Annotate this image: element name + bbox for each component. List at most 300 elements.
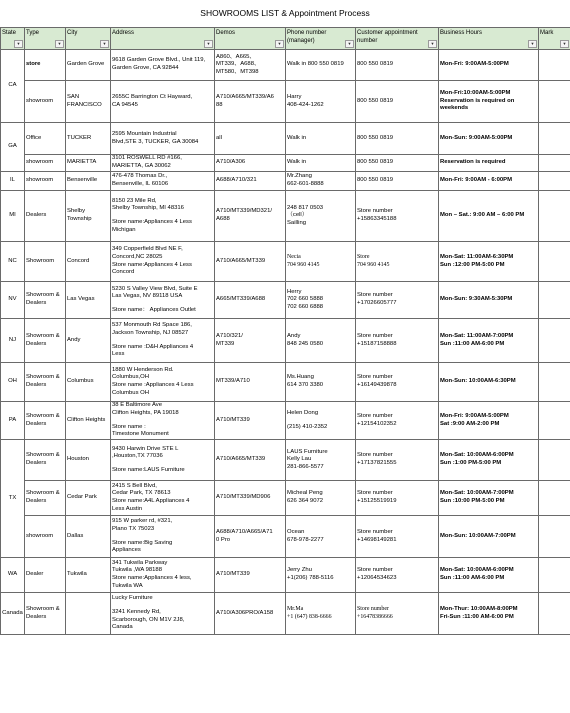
phone-cell: [286, 242, 356, 282]
phone-cell: [286, 593, 356, 635]
dropdown-arrow-icon[interactable]: ▼: [14, 40, 23, 48]
customer-number-cell-line: +12154102352: [357, 420, 397, 427]
phone-cell: [286, 81, 356, 123]
table-row: [1, 516, 570, 558]
phone-cell-line: 702 660 6888: [287, 303, 324, 310]
business-hours-cell-line: Mon-Sun: 10:00AM-7:00PM: [440, 532, 516, 539]
phone-cell-line: Harry: [287, 93, 302, 100]
phone-cell-line: Walk in: [287, 159, 307, 166]
customer-number-cell-line: 800 550 0819: [357, 134, 394, 141]
address-cell-line: Store name :Appliances 4 Less: [112, 382, 194, 388]
customer-number-cell-line: Store number: [357, 292, 393, 299]
dropdown-arrow-icon[interactable]: ▼: [55, 40, 64, 48]
table-row: [1, 481, 570, 516]
demos-cell-line: A665/MT339/A688: [216, 296, 266, 303]
business-hours-cell: [439, 242, 539, 282]
dropdown-arrow-icon[interactable]: ▼: [345, 40, 354, 48]
customer-number-cell: [356, 155, 439, 172]
address-cell-line: MARIETTA, GA 30062: [112, 163, 171, 169]
column-header-label: Business Hours: [440, 30, 483, 36]
column-header-label: Customer appointment number: [357, 30, 418, 44]
address-cell-line: 2595 Mountain Industrial: [112, 130, 177, 137]
phone-cell: [286, 402, 356, 440]
demos-cell: [215, 282, 286, 319]
business-hours-cell-line: Mon-Sat: 11:00AM-6:30PM: [440, 253, 514, 260]
type-cell: Office: [25, 123, 66, 155]
demos-cell-line: 0 Pro: [216, 536, 231, 543]
address-cell: [111, 481, 215, 516]
column-header-city[interactable]: [66, 28, 111, 50]
phone-cell-line: （cell）: [287, 212, 308, 219]
phone-cell-line: 848 245 0580: [287, 340, 324, 347]
address-cell-line: CA 94545: [112, 101, 138, 108]
demos-cell-line: MT339、A688、: [216, 61, 260, 68]
column-header-label: State: [2, 30, 17, 36]
demos-cell-line: A710/A665/MT339/A6: [216, 93, 274, 100]
state-cell: NJ: [1, 319, 25, 363]
type-cell: store: [25, 50, 66, 81]
business-hours-cell-line: Mon-Sun: 9:00AM-5:00PM: [440, 134, 513, 141]
phone-cell-line: Walk in: [287, 134, 307, 141]
table-row: [1, 282, 570, 319]
business-hours-cell: [439, 155, 539, 172]
customer-number-cell-line: +17137821555: [357, 460, 397, 466]
customer-number-cell: [356, 172, 439, 191]
mark-cell: [539, 363, 570, 402]
mark-cell: [539, 172, 570, 191]
table-row: [1, 191, 570, 242]
business-hours-cell-line: Sun :1:00 PM-5:00 PM: [440, 460, 502, 466]
column-header-label: Address: [112, 30, 135, 36]
column-header-demos[interactable]: [215, 28, 286, 50]
business-hours-cell-line: Mon-Sun: 9:30AM-5:30PM: [440, 296, 513, 303]
city-cell: Bensenville: [66, 172, 111, 191]
demos-cell: [215, 172, 286, 191]
demos-cell-line: A710/MT339: [216, 571, 250, 578]
city-cell: Houston: [66, 440, 111, 481]
demos-cell: [215, 516, 286, 558]
phone-cell-line: 614 370 3380: [287, 382, 324, 388]
demos-cell: [215, 558, 286, 593]
table-row: [1, 558, 570, 593]
column-header-type[interactable]: [25, 28, 66, 50]
customer-number-cell: [356, 440, 439, 481]
business-hours-cell-line: Mon-Fri:10:00AM-5:00PM: [440, 90, 511, 97]
address-cell-line: Bensenville, IL 60106: [112, 181, 169, 187]
phone-cell-line: Herry: [287, 288, 302, 295]
column-header-label: Type: [26, 30, 40, 36]
business-hours-cell-line: Mon-Fri: 9:00AM - 6:00PM: [440, 177, 513, 184]
phone-cell: [286, 191, 356, 242]
demos-cell-line: A710/MT339/MD321/: [216, 208, 272, 215]
city-cell: Concord: [66, 242, 111, 282]
phone-cell-line: 626 364 9072: [287, 498, 324, 504]
mark-cell: [539, 402, 570, 440]
customer-number-cell-line: 704 960 4145: [357, 261, 390, 268]
address-cell-line: Store name： Appliances Outlet: [112, 306, 196, 313]
address-cell: [111, 155, 215, 172]
state-cell: NV: [1, 282, 25, 319]
customer-number-cell: [356, 319, 439, 363]
address-cell-line: Plano TX 75023: [112, 525, 155, 532]
address-cell-line: Concord: [112, 269, 135, 276]
page-title: SHOWROOMS LIST & Appointment Process: [200, 8, 370, 18]
demos-cell: [215, 155, 286, 172]
demos-cell: [215, 123, 286, 155]
phone-cell-line: Micheal Peng: [287, 490, 323, 497]
address-cell-line: Store name:Appliances 4 Less: [112, 219, 192, 225]
customer-number-cell-line: Store number: [357, 332, 393, 339]
mark-cell: [539, 191, 570, 242]
city-cell: Columbus: [66, 363, 111, 402]
business-hours-cell-line: Mon-Thur: 10:00AM-8:00PM: [440, 605, 518, 612]
state-cell: OH: [1, 363, 25, 402]
address-cell-line: 8150 23 Mile Rd,: [112, 197, 157, 204]
address-cell-line: Las Vegas, NV 89118 USA: [112, 293, 183, 300]
phone-cell-line: 702 660 5888: [287, 296, 324, 303]
customer-number-cell-line: Store number: [357, 528, 393, 535]
dropdown-arrow-icon[interactable]: ▼: [528, 40, 537, 48]
address-cell-line: Lucky Furniture: [112, 595, 153, 602]
address-cell: [111, 402, 215, 440]
address-cell: [111, 593, 215, 635]
dropdown-arrow-icon[interactable]: ▼: [428, 40, 437, 48]
business-hours-cell-line: Mon-Fri: 9:00AM-5:00PM: [440, 61, 509, 68]
address-cell-line: Store name:Appliances 4 Less: [112, 261, 192, 268]
demos-cell: [215, 191, 286, 242]
address-cell: [111, 123, 215, 155]
type-cell: Showroom & Dealers: [25, 319, 66, 363]
customer-number-cell: [356, 363, 439, 402]
dropdown-arrow-icon[interactable]: ▼: [275, 40, 284, 48]
city-cell: Shelby Township: [66, 191, 111, 242]
customer-number-cell: [356, 481, 439, 516]
demos-cell-line: A710/A665/MT339: [216, 257, 266, 264]
phone-cell-line: +1(206) 788-5116: [287, 575, 334, 581]
address-cell-line: Scarborough, ON M1V 2J8,: [112, 616, 185, 623]
address-cell-line: ,Houston,TX 77036: [112, 453, 163, 460]
address-cell: [111, 81, 215, 123]
table-row: [1, 123, 570, 155]
column-header-label: Mark: [540, 30, 554, 36]
address-cell-line: Blvd,STE 3, TUCKER, GA 30084: [112, 138, 199, 145]
customer-number-cell-line: 800 550 0819: [357, 97, 394, 104]
business-hours-cell: [439, 50, 539, 81]
customer-number-cell: [356, 191, 439, 242]
phone-cell-line: Helen Dong: [287, 409, 319, 416]
customer-number-cell: [356, 242, 439, 282]
phone-cell-line: Ocean: [287, 528, 305, 535]
demos-cell: [215, 81, 286, 123]
phone-cell-line: Jerry Zhu: [287, 567, 312, 574]
column-header-customer-number[interactable]: [356, 28, 439, 50]
business-hours-cell: [439, 172, 539, 191]
customer-number-cell-line: +16478386666: [357, 613, 393, 620]
table-row: [1, 242, 570, 282]
phone-cell-line: Mr.Zhang: [287, 173, 312, 180]
address-cell-line: Tukwila WA: [112, 582, 143, 589]
mark-cell: [539, 50, 570, 81]
mark-cell: [539, 319, 570, 363]
state-cell: GA: [1, 123, 25, 172]
dropdown-arrow-icon[interactable]: ▼: [204, 40, 213, 48]
table-row: [1, 593, 570, 635]
type-cell: Dealer: [25, 558, 66, 593]
address-cell-line: 341 Tukwila Parkway: [112, 559, 168, 566]
phone-cell-line: Kelly Lau: [287, 456, 312, 463]
type-cell: Showroom: [25, 242, 66, 282]
type-cell: showroom: [25, 155, 66, 172]
address-cell-line: 9618 Garden Grove Blvd., Unit 119,: [112, 57, 206, 64]
business-hours-cell-line: Sun :11:00 AM-6:00 PM: [440, 575, 505, 581]
address-cell-line: 5230 S Valley View Blvd, Suite E: [112, 285, 198, 292]
address-cell-line: Jackson Township, NJ 08527: [112, 329, 189, 336]
table-row: [1, 363, 570, 402]
business-hours-cell: [439, 481, 539, 516]
city-cell: Las Vegas: [66, 282, 111, 319]
demos-cell-line: A710/MT339: [216, 416, 250, 423]
address-cell: [111, 558, 215, 593]
city-cell: TUCKER: [66, 123, 111, 155]
address-cell-line: Tukwila ,WA 98188: [112, 567, 162, 574]
business-hours-cell-line: Sat :9:00 AM-2:00 PM: [440, 420, 500, 427]
address-cell-line: Timestone Monument: [112, 431, 169, 438]
phone-cell-line: Andy: [287, 332, 301, 339]
address-cell-line: 3241 Kennedy Rd,: [112, 608, 161, 615]
mark-cell: [539, 155, 570, 172]
demos-cell: [215, 242, 286, 282]
address-cell: [111, 516, 215, 558]
demos-cell: [215, 440, 286, 481]
column-header-address[interactable]: [111, 28, 215, 50]
phone-cell-line: Walk in 800 550 0819: [287, 61, 344, 68]
phone-cell: [286, 319, 356, 363]
phone-cell-line: Necia: [287, 253, 301, 260]
phone-cell: [286, 282, 356, 319]
address-cell: [111, 319, 215, 363]
business-hours-cell-line: Reservation is required: [440, 159, 506, 166]
business-hours-cell-line: weekends: [440, 105, 469, 112]
phone-cell: [286, 50, 356, 81]
phone-cell-line: 662-601-8888: [287, 181, 324, 187]
address-cell: [111, 50, 215, 81]
business-hours-cell-line: Mon-Sun: 10:00AM-6:30PM: [440, 378, 516, 385]
phone-cell: [286, 516, 356, 558]
column-header-label: City: [67, 30, 78, 36]
phone-cell: [286, 363, 356, 402]
address-cell: [111, 363, 215, 402]
type-cell: showroom: [25, 172, 66, 191]
business-hours-cell: [439, 402, 539, 440]
address-cell: [111, 282, 215, 319]
demos-cell-line: A860、A665、: [216, 53, 256, 60]
demos-cell: [215, 402, 286, 440]
business-hours-cell: [439, 123, 539, 155]
demos-cell: [215, 363, 286, 402]
phone-cell: [286, 558, 356, 593]
city-cell: Clifton Heights: [66, 402, 111, 440]
business-hours-cell: [439, 363, 539, 402]
address-cell-line: Columbus,OH: [112, 374, 149, 381]
column-header-phone[interactable]: [286, 28, 356, 50]
demos-cell-line: 88: [216, 101, 223, 108]
demos-cell-line: A710/A306: [216, 159, 246, 166]
address-cell-line: 2415 S Bell Blvd,: [112, 482, 157, 489]
table-row: [1, 81, 570, 123]
business-hours-cell-line: Sun :11:00 AM-6:00 PM: [440, 340, 505, 347]
phone-cell: [286, 440, 356, 481]
state-cell: PA: [1, 402, 25, 440]
customer-number-cell: [356, 516, 439, 558]
customer-number-cell-line: 800 550 0819: [357, 159, 394, 166]
phone-cell-line: +1 (647) 838-6666: [287, 613, 332, 620]
type-cell: Showroom & Dealers: [25, 402, 66, 440]
business-hours-cell: [439, 319, 539, 363]
mark-cell: [539, 242, 570, 282]
phone-cell-line: Sailling: [287, 219, 306, 226]
mark-cell: [539, 440, 570, 481]
type-cell: Dealers: [25, 191, 66, 242]
showrooms-table: [0, 27, 570, 635]
dropdown-arrow-icon[interactable]: ▼: [100, 40, 109, 48]
city-cell: SAN FRANCISCO: [66, 81, 111, 123]
address-cell-line: 38 E Baltimore Ave: [112, 402, 162, 409]
address-cell-line: Store name:Appliances 4 less,: [112, 575, 192, 581]
table-row: [1, 172, 570, 191]
demos-cell-line: MT339/A710: [216, 378, 250, 385]
phone-cell: [286, 481, 356, 516]
header-row: [1, 28, 570, 50]
business-hours-cell-line: Mon-Sat: 10:00AM-6:00PM: [440, 567, 514, 574]
state-cell: TX: [1, 440, 25, 558]
state-cell: MI: [1, 191, 25, 242]
business-hours-cell: [439, 593, 539, 635]
customer-number-cell-line: Store number: [357, 452, 393, 459]
customer-number-cell: [356, 593, 439, 635]
column-header-state[interactable]: [1, 28, 25, 50]
customer-number-cell-line: Store number: [357, 412, 393, 419]
mark-cell: [539, 481, 570, 516]
address-cell-line: Store name :D&H Appliances 4: [112, 343, 194, 350]
customer-number-cell-line: +15125519919: [357, 498, 397, 504]
address-cell-line: Columbus OH: [112, 389, 149, 396]
city-cell: MARIETTA: [66, 155, 111, 172]
mark-cell: [539, 282, 570, 319]
customer-number-cell-line: Store number: [357, 374, 393, 381]
type-cell: showroom: [25, 81, 66, 123]
business-hours-cell: [439, 81, 539, 123]
customer-number-cell-line: 800 550 0819: [357, 61, 394, 68]
table-row: [1, 440, 570, 481]
customer-number-cell-line: Store number: [357, 490, 393, 497]
customer-number-cell-line: +16149439878: [357, 382, 397, 388]
city-cell: Cedar Park: [66, 481, 111, 516]
address-cell-line: 915 W parker rd, #321,: [112, 518, 173, 525]
address-cell-line: Concord,NC 28025: [112, 253, 163, 260]
business-hours-cell: [439, 558, 539, 593]
city-cell: Dallas: [66, 516, 111, 558]
address-cell-line: Appliances: [112, 547, 141, 554]
business-hours-cell-line: Mon-Sat: 10:00AM-7:00PM: [440, 490, 514, 497]
customer-number-cell: [356, 123, 439, 155]
business-hours-cell-line: Reservation is required on: [440, 97, 515, 104]
phone-cell-line: 408-424-1262: [287, 101, 324, 108]
customer-number-cell: [356, 81, 439, 123]
city-cell: Tukwila: [66, 558, 111, 593]
demos-cell-line: MT580、MT398: [216, 68, 259, 75]
table-row: [1, 319, 570, 363]
demos-cell-line: A710/A665/MT339: [216, 456, 266, 463]
business-hours-cell-line: Mon-Sat: 10:00AM-6:00PM: [440, 452, 514, 459]
address-cell-line: Less Austin: [112, 505, 143, 512]
business-hours-cell-line: Mon – Sat.: 9:00 AM – 6:00 PM: [440, 212, 525, 219]
table-row: [1, 402, 570, 440]
phone-cell-line: Ms.Huang: [287, 374, 314, 381]
customer-number-cell: [356, 558, 439, 593]
business-hours-cell-line: Mon-Fri: 9:00AM-5:00PM: [440, 412, 509, 419]
demos-cell-line: A688: [216, 216, 230, 222]
mark-cell: [539, 123, 570, 155]
phone-cell-line: Mr.Ma: [287, 605, 304, 612]
column-header-mark[interactable]: [539, 28, 570, 50]
phone-cell-line: 281-866-5577: [287, 463, 324, 470]
address-cell-line: 3101 ROSWELL RD #166,: [112, 155, 182, 162]
phone-cell: [286, 155, 356, 172]
customer-number-cell: [356, 50, 439, 81]
customer-number-cell-line: Store number: [357, 567, 393, 574]
address-cell-line: 2655C Barrington Ct Hayward,: [112, 93, 193, 100]
address-cell-line: 349 Copperfield Blvd NE F,: [112, 246, 183, 253]
address-cell: [111, 440, 215, 481]
address-cell-line: 537 Monmouth Rd Space 186,: [112, 322, 192, 329]
demos-cell: [215, 593, 286, 635]
customer-number-cell-line: +17026605777: [357, 300, 397, 306]
address-cell-line: Store name:Big Saving: [112, 539, 173, 546]
business-hours-cell-line: Sun :12:00 PM-5:00 PM: [440, 261, 505, 268]
mark-cell: [539, 516, 570, 558]
phone-cell-line: LAUS Furniture: [287, 448, 328, 455]
address-cell-line: Cedar Park, TX 78613: [112, 490, 171, 497]
business-hours-cell-line: Fri-Sun :11:00 AM-6:00 PM: [440, 613, 514, 620]
customer-number-cell: [356, 402, 439, 440]
phone-cell-line: 704 960 4145: [287, 261, 320, 268]
city-cell: Garden Grove: [66, 50, 111, 81]
customer-number-cell-line: +12064534623: [357, 575, 397, 581]
business-hours-cell-line: Sun :10:00 PM-5:00 PM: [440, 498, 505, 504]
mark-cell: [539, 558, 570, 593]
state-cell: CA: [1, 50, 25, 123]
state-cell: WA: [1, 558, 25, 593]
phone-cell: [286, 123, 356, 155]
address-cell-line: Michigan: [112, 226, 136, 233]
demos-cell-line: MT339: [216, 340, 235, 347]
demos-cell-line: A688/A710/321: [216, 177, 257, 184]
customer-number-cell-line: +15187158888: [357, 340, 397, 347]
address-cell-line: 9430 Harwin Drive STE L: [112, 445, 179, 452]
address-cell-line: 476-478 Thomas Dr.,: [112, 173, 168, 180]
mark-cell: [539, 81, 570, 123]
business-hours-cell: [439, 516, 539, 558]
city-cell: Andy: [66, 319, 111, 363]
address-cell: [111, 172, 215, 191]
mark-cell: [539, 593, 570, 635]
column-header-hours[interactable]: [439, 28, 539, 50]
address-cell-line: Store name:LAUS Furniture: [112, 466, 185, 473]
address-cell-line: Store name :: [112, 423, 146, 430]
table-row: [1, 50, 570, 81]
dropdown-arrow-icon[interactable]: ▼: [560, 40, 569, 48]
address-cell-line: 1880 W Henderson Rd.: [112, 366, 174, 373]
